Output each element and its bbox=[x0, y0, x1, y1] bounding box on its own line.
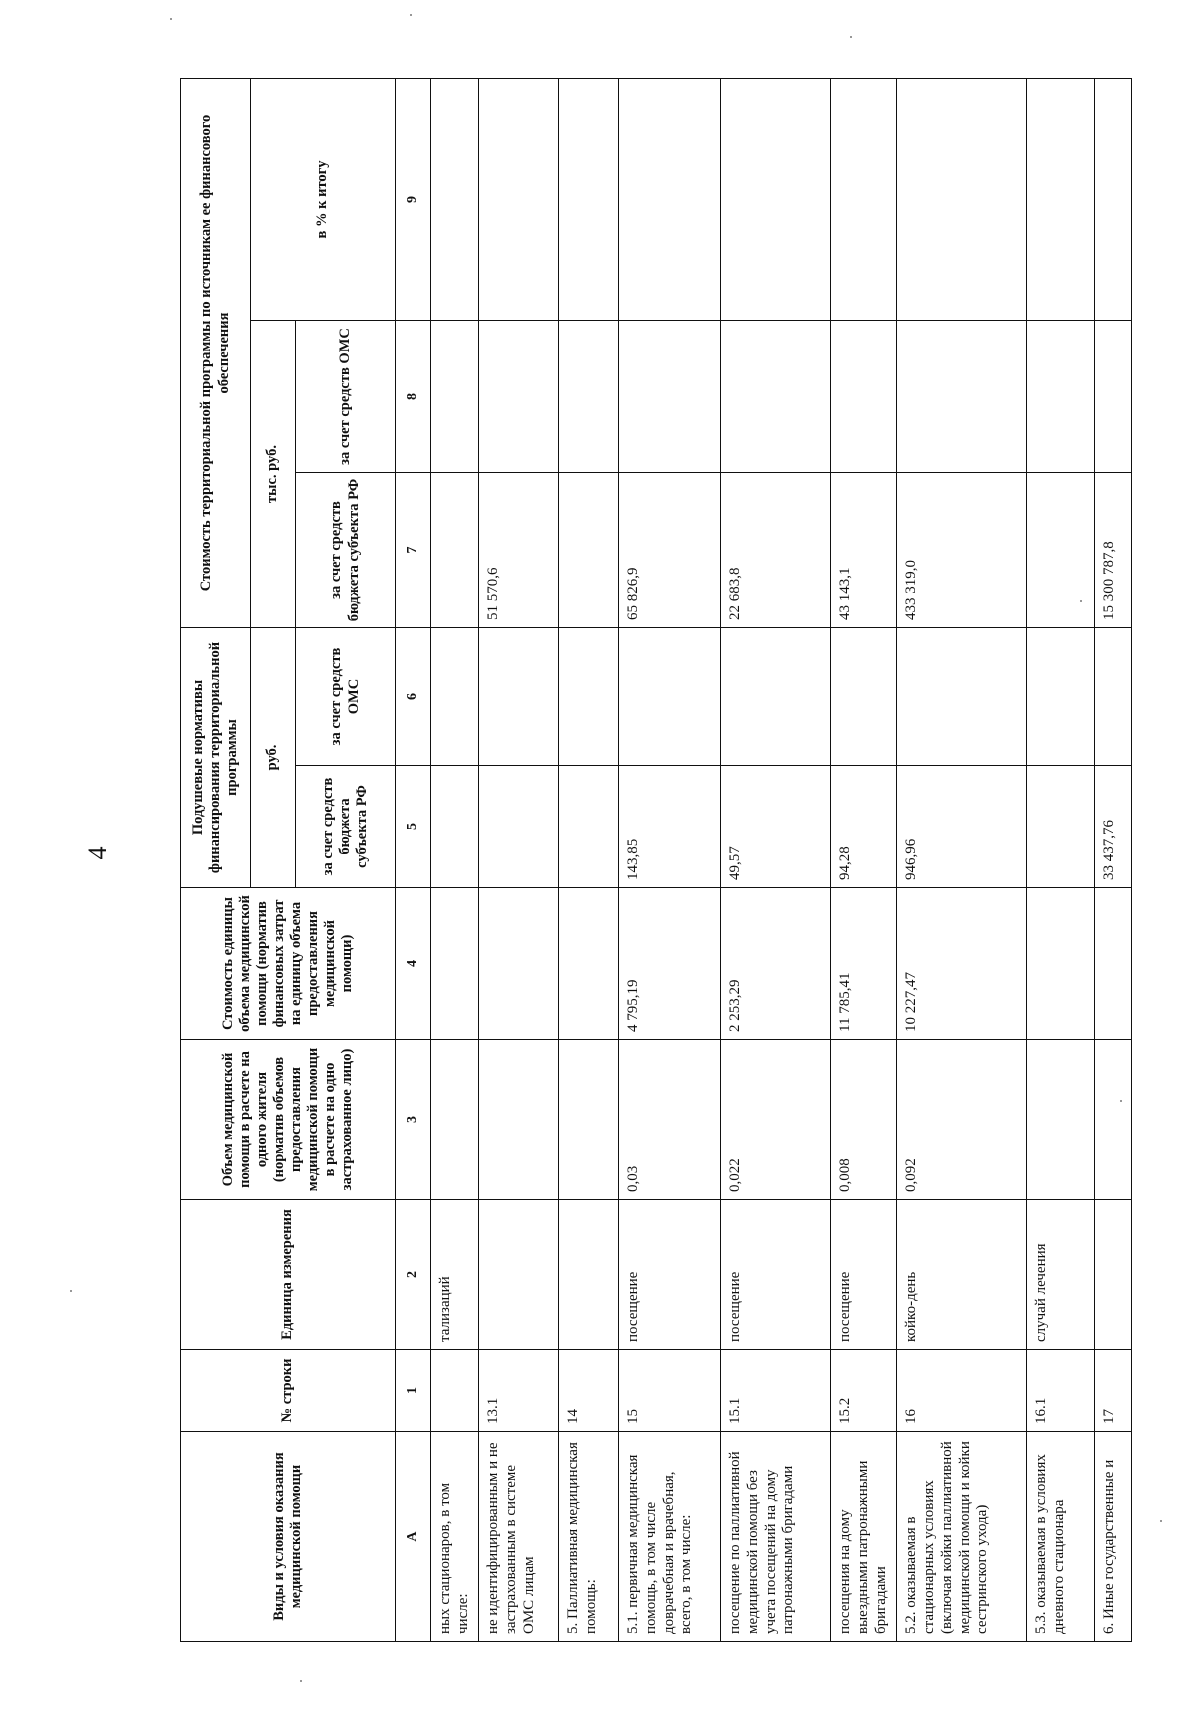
column-number: 6 bbox=[396, 628, 431, 766]
cell-pc-oms bbox=[1095, 628, 1132, 766]
cell-cost-oms bbox=[897, 321, 1027, 473]
cell-percent bbox=[897, 78, 1027, 320]
cell-unit: посещение bbox=[831, 1200, 897, 1350]
cell-pc-budget bbox=[431, 766, 479, 888]
header-volume: Объем медицинской помощи в расчете на одного жителя (норматив объемов предоставления медицинской помощи в расчете на одно застрахованное лицо) bbox=[181, 1040, 396, 1200]
cell-volume bbox=[479, 1040, 559, 1200]
scan-speck bbox=[1160, 1520, 1162, 1522]
cell-cost-oms bbox=[431, 321, 479, 473]
cell-unit-cost bbox=[431, 888, 479, 1040]
cell-pc-budget bbox=[479, 766, 559, 888]
table-row bbox=[1095, 78, 1132, 1641]
column-number: А bbox=[396, 1432, 431, 1642]
cell-kind: 5.1. первичная медицинская помощь, в том числе доврачебная и врачебная, всего, в том числе: bbox=[619, 1432, 721, 1642]
cell-unit: посещение bbox=[721, 1200, 831, 1350]
table-row bbox=[1027, 78, 1095, 1641]
cell-cost-budget: 43 143,1 bbox=[831, 473, 897, 628]
column-number: 1 bbox=[396, 1350, 431, 1432]
financing-table bbox=[180, 78, 1132, 1642]
cell-unit-cost: 10 227,47 bbox=[897, 888, 1027, 1040]
cell-kind: 5.3. оказываемая в условиях дневного стационара bbox=[1027, 1432, 1095, 1642]
cell-pc-oms bbox=[897, 628, 1027, 766]
cell-kind: не идентифицированным и не застрахованным в системе ОМС лицам bbox=[479, 1432, 559, 1642]
header-cost: Стоимость территориальной программы по источникам ее финансового обеспечения bbox=[181, 78, 251, 627]
cell-volume bbox=[431, 1040, 479, 1200]
table-row bbox=[479, 78, 559, 1641]
cell-unit: койко-день bbox=[897, 1200, 1027, 1350]
cell-cost-oms bbox=[721, 321, 831, 473]
cell-pc-oms bbox=[431, 628, 479, 766]
cell-pc-budget bbox=[1027, 766, 1095, 888]
cell-volume: 0,022 bbox=[721, 1040, 831, 1200]
cell-no bbox=[431, 1350, 479, 1432]
cell-unit: случай лечения bbox=[1027, 1200, 1095, 1350]
cell-no: 14 bbox=[559, 1350, 619, 1432]
cell-no: 15.1 bbox=[721, 1350, 831, 1432]
cell-volume: 0,008 bbox=[831, 1040, 897, 1200]
header-percent: в % к итогу bbox=[251, 78, 396, 320]
table-row bbox=[559, 78, 619, 1641]
cell-volume bbox=[1027, 1040, 1095, 1200]
cell-pc-budget: 143,85 bbox=[619, 766, 721, 888]
cell-volume: 0,092 bbox=[897, 1040, 1027, 1200]
header-row-no: № строки bbox=[181, 1350, 396, 1432]
header-rub: руб. bbox=[251, 628, 296, 888]
cell-no: 15.2 bbox=[831, 1350, 897, 1432]
cell-cost-oms bbox=[1095, 321, 1132, 473]
cell-percent bbox=[559, 78, 619, 320]
header-per-capita-oms: за счет средств ОМС bbox=[296, 628, 396, 766]
cell-kind: 5. Паллиативная медицинская помощь: bbox=[559, 1432, 619, 1642]
cell-cost-budget bbox=[559, 473, 619, 628]
page-number: 4 bbox=[83, 846, 112, 860]
table-row bbox=[431, 78, 479, 1641]
cell-unit-cost bbox=[559, 888, 619, 1040]
header-per-capita-budget: за счет средств бюджета субъекта РФ bbox=[296, 766, 396, 888]
cell-percent bbox=[619, 78, 721, 320]
cell-percent bbox=[1095, 78, 1132, 320]
cell-pc-budget: 49,57 bbox=[721, 766, 831, 888]
header-kinds: Виды и условия оказания медицинской помощи bbox=[181, 1432, 396, 1642]
cell-kind: посещения на дому выездными патронажными бригадами bbox=[831, 1432, 897, 1642]
cell-unit bbox=[559, 1200, 619, 1350]
cell-cost-budget: 51 570,6 bbox=[479, 473, 559, 628]
cell-no: 16 bbox=[897, 1350, 1027, 1432]
cell-cost-oms bbox=[1027, 321, 1095, 473]
scan-speck bbox=[70, 1290, 72, 1292]
cell-cost-oms bbox=[831, 321, 897, 473]
cell-percent bbox=[479, 78, 559, 320]
cell-no: 13.1 bbox=[479, 1350, 559, 1432]
cell-cost-budget: 433 319,0 bbox=[897, 473, 1027, 628]
header-per-capita: Подушевые нормативы финансирования территориальной программы bbox=[181, 628, 251, 888]
column-number: 3 bbox=[396, 1040, 431, 1200]
cell-percent bbox=[431, 78, 479, 320]
cell-unit-cost: 4 795,19 bbox=[619, 888, 721, 1040]
cell-no: 16.1 bbox=[1027, 1350, 1095, 1432]
cell-cost-budget: 15 300 787,8 bbox=[1095, 473, 1132, 628]
cell-kind: 5.2. оказываемая в стационарных условиях (включая койки паллиативной медицинской помощи и койки сестринского ухода) bbox=[897, 1432, 1027, 1642]
cell-pc-budget bbox=[559, 766, 619, 888]
scan-speck bbox=[300, 1680, 302, 1682]
header-cost-oms: за счет средств ОМС bbox=[296, 321, 396, 473]
cell-percent bbox=[1027, 78, 1095, 320]
header-cost-budget: за счет средств бюджета субъекта РФ bbox=[296, 473, 396, 628]
cell-pc-oms bbox=[1027, 628, 1095, 766]
cell-pc-budget: 94,28 bbox=[831, 766, 897, 888]
cell-volume bbox=[1095, 1040, 1132, 1200]
cell-unit: тализаций bbox=[431, 1200, 479, 1350]
cell-volume: 0,03 bbox=[619, 1040, 721, 1200]
cell-no: 17 bbox=[1095, 1350, 1132, 1432]
cell-unit-cost bbox=[1027, 888, 1095, 1040]
cell-pc-budget: 33 437,76 bbox=[1095, 766, 1132, 888]
header-unit-cost: Стоимость единицы объема медицинской помощи (норматив финансовых затрат на единицу объема предоставления медицинской помощи) bbox=[181, 888, 396, 1040]
cell-unit bbox=[479, 1200, 559, 1350]
cell-kind: ных стационаров, в том числе: bbox=[431, 1432, 479, 1642]
cell-cost-oms bbox=[559, 321, 619, 473]
cell-unit-cost bbox=[479, 888, 559, 1040]
cell-cost-budget bbox=[1027, 473, 1095, 628]
cell-unit: посещение bbox=[619, 1200, 721, 1350]
table-row bbox=[619, 78, 721, 1641]
column-number: 2 bbox=[396, 1200, 431, 1350]
cell-pc-oms bbox=[619, 628, 721, 766]
cell-unit-cost: 11 785,41 bbox=[831, 888, 897, 1040]
table-row bbox=[897, 78, 1027, 1641]
cell-percent bbox=[721, 78, 831, 320]
cell-cost-oms bbox=[479, 321, 559, 473]
cell-pc-budget: 946,96 bbox=[897, 766, 1027, 888]
column-number: 8 bbox=[396, 321, 431, 473]
cell-unit bbox=[1095, 1200, 1132, 1350]
cell-cost-budget: 22 683,8 bbox=[721, 473, 831, 628]
cell-kind: 6. Иные государственные и bbox=[1095, 1432, 1132, 1642]
cell-kind: посещение по паллиативной медицинской помощи без учета посещений на дому патронажными бригадами bbox=[721, 1432, 831, 1642]
cell-pc-oms bbox=[559, 628, 619, 766]
scan-speck bbox=[850, 36, 852, 38]
column-number: 9 bbox=[396, 78, 431, 320]
column-number: 5 bbox=[396, 766, 431, 888]
cell-no: 15 bbox=[619, 1350, 721, 1432]
cell-pc-oms bbox=[721, 628, 831, 766]
cell-volume bbox=[559, 1040, 619, 1200]
rotated-table-wrapper bbox=[180, 79, 1118, 1642]
header-unit: Единица измерения bbox=[181, 1200, 396, 1350]
cell-percent bbox=[831, 78, 897, 320]
table-row bbox=[831, 78, 897, 1641]
cell-pc-oms bbox=[479, 628, 559, 766]
scan-speck bbox=[170, 18, 172, 20]
cell-cost-budget bbox=[431, 473, 479, 628]
cell-pc-oms bbox=[831, 628, 897, 766]
header-thous-rub: тыс. руб. bbox=[251, 321, 296, 628]
cell-cost-budget: 65 826,9 bbox=[619, 473, 721, 628]
scan-speck bbox=[410, 14, 412, 16]
column-number: 4 bbox=[396, 888, 431, 1040]
cell-unit-cost: 2 253,29 bbox=[721, 888, 831, 1040]
table-row bbox=[721, 78, 831, 1641]
cell-cost-oms bbox=[619, 321, 721, 473]
column-number: 7 bbox=[396, 473, 431, 628]
cell-unit-cost bbox=[1095, 888, 1132, 1040]
column-number-row bbox=[396, 78, 431, 1641]
